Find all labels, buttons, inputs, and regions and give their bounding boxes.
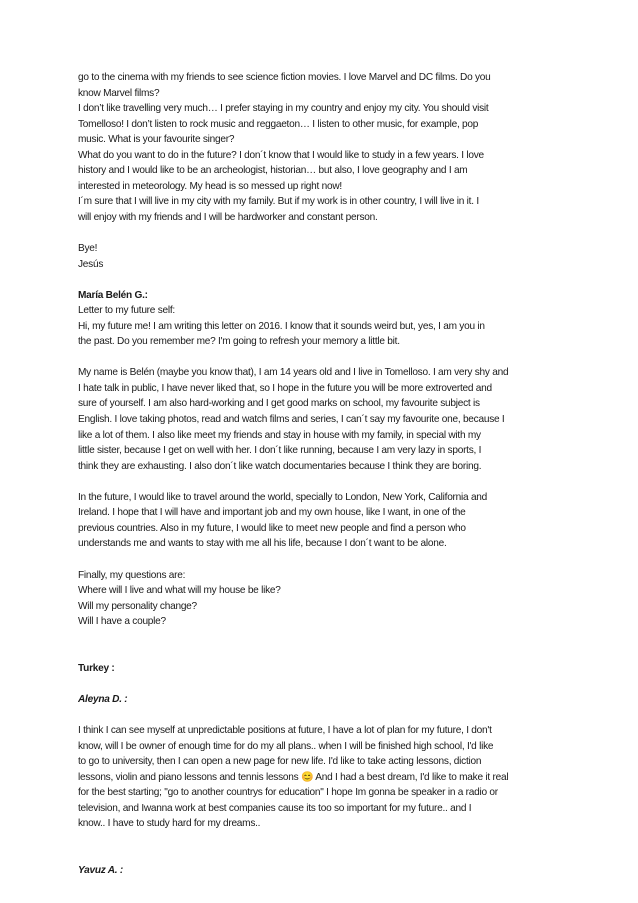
text-line: Will I have a couple? — [78, 616, 166, 628]
spacer — [78, 272, 568, 288]
author-heading: Yavuz A. : — [78, 864, 123, 876]
text-line: to go to university, then I can open a new page for new life. I'd like to take acting lessons, diction — [78, 756, 482, 768]
belen-paragraph — [78, 365, 568, 474]
text-line: In the future, I would like to travel around the world, specially to London, New York, California and — [78, 491, 488, 503]
text-line: I don’t like travelling very much… I prefer staying in my country and enjoy my city. You should visit — [78, 103, 489, 115]
text-line: for the best starting; "go to another countrys for education" I hope Im gonna be speaker in a radio or — [78, 787, 498, 799]
aleyna-paragraph — [78, 723, 568, 832]
belen-questions — [78, 568, 568, 630]
section-heading: Turkey : — [78, 662, 115, 674]
text-line: music. What is your favourite singer? — [78, 134, 235, 146]
text-line: go to the cinema with my friends to see science fiction movies. I love Marvel and DC films. Do you — [78, 72, 491, 83]
text-line: know, will I be owner of enough time for do my all plans.. when I will be finished high school, I'd like — [78, 740, 494, 752]
spacer — [78, 474, 568, 490]
spacer — [78, 630, 568, 661]
text-line: will enjoy with my friends and I will be hardworker and constant person. — [78, 211, 378, 223]
belen-paragraph — [78, 490, 568, 552]
belen-intro — [78, 303, 568, 350]
spacer — [78, 350, 568, 366]
spacer — [78, 552, 568, 568]
text-line: I hate talk in public, I have never liked that, so I hope in the future you will be more extroverted and — [78, 382, 492, 394]
text-line: think they are exhausting. I also don´t like watch documentaries because I think they are boring. — [78, 460, 482, 472]
jesus-letter-body — [78, 70, 568, 225]
text-line: like a lot of them. I also like meet my friends and stay in house with my family, in special with my — [78, 429, 481, 441]
text-line: English. I love taking photos, read and watch films and series, I can´t say my favourite one, because I — [78, 414, 505, 426]
text-line: Ireland. I hope that I will have and important job and my own house, like I want, in one of the — [78, 507, 466, 519]
text-line: I think I can see myself at unpredictable positions at future, I have a lot of plan for my future, I don't — [78, 724, 492, 736]
text-line: television, and Iwanna work at best companies cause its too so important for my future.. and I — [78, 802, 472, 814]
farewell: Bye! — [78, 243, 98, 255]
text-line: Where will I live and what will my house be like? — [78, 585, 281, 597]
author-heading: Aleyna D. : — [78, 693, 128, 705]
signature: Jesús — [78, 258, 104, 270]
text-line: the past. Do you remember me? I'm going to refresh your memory a little bit. — [78, 336, 400, 348]
text-line: sure of yourself. I am also hard-working and I get good marks on school, my favourite subject is — [78, 398, 480, 410]
spacer — [78, 676, 568, 692]
text-line: What do you want to do in the future? I don´t know that I would like to study in a few years. I love — [78, 149, 484, 161]
text-line: Hi, my future me! I am writing this letter on 2016. I know that it sounds weird but, yes, I am you in — [78, 320, 485, 332]
author-heading: María Belén G.: — [78, 289, 148, 301]
text-line: know.. I have to study hard for my dreams.. — [78, 818, 261, 830]
text-line: know Marvel films? — [78, 87, 160, 99]
text-line: I´m sure that I will live in my city with my family. But if my work is in other country, I will live in it. I — [78, 196, 479, 208]
text-line: My name is Belén (maybe you know that), I am 14 years old and I live in Tomelloso. I am very shy and — [78, 367, 509, 379]
text-line: Finally, my questions are: — [78, 569, 186, 581]
spacer — [78, 707, 568, 723]
text-line: history and I would like to be an archeologist, historian… but also, I love geography and I am — [78, 165, 468, 177]
text-line: lessons, violin and piano lessons and tennis lessons 😊 And I had a best dream, I'd like to make it real — [78, 771, 509, 783]
text-line: Tomelloso! I don’t listen to rock music and reggaeton… I listen to other music, for example, pop — [78, 118, 479, 130]
text-line: understands me and wants to stay with me all his life, because I don´t want to be alone. — [78, 538, 447, 550]
text-line: little sister, because I get on well with her. I don´t like running, because I am very lazy in sports, I — [78, 445, 482, 457]
text-line: previous countries. Also in my future, I would like to meet new people and find a person who — [78, 522, 466, 534]
text-line: interested in meteorology. My head is so messed up right now! — [78, 180, 342, 192]
text-line: Will my personality change? — [78, 600, 197, 612]
text-line: Letter to my future self: — [78, 305, 175, 317]
spacer — [78, 225, 568, 241]
spacer — [78, 832, 568, 863]
